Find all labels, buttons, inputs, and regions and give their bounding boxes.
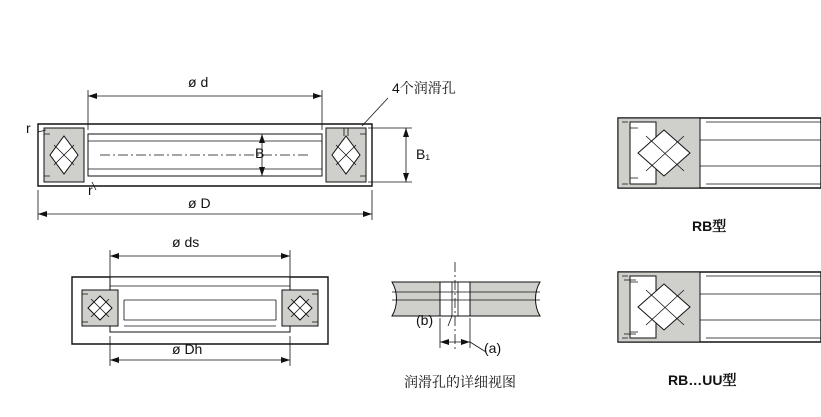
label-detail-a: (a)	[484, 340, 502, 356]
label-phi-D: ø D	[188, 195, 211, 211]
label-detail-caption: 润滑孔的详细视图	[404, 374, 516, 390]
label-phi-Dh: ø Dh	[172, 341, 203, 357]
label-detail-b: (b)	[416, 312, 434, 328]
rb-uu-type-detail	[618, 272, 821, 342]
lube-hole-detail-view	[392, 262, 540, 352]
label-r-left: r	[26, 120, 31, 136]
label-rb-uu-type: RB…UU型	[668, 372, 737, 388]
label-rb-type: RB型	[692, 218, 727, 234]
label-phi-ds: ø ds	[172, 234, 200, 250]
label-lube-holes: 4个润滑孔	[392, 80, 456, 96]
label-phi-d: ø d	[188, 74, 209, 90]
label-B: B	[255, 145, 265, 161]
label-B1: B₁	[416, 146, 431, 162]
main-cross-section	[38, 90, 412, 220]
label-r-inner: r	[88, 182, 93, 198]
rb-type-detail	[618, 118, 821, 188]
